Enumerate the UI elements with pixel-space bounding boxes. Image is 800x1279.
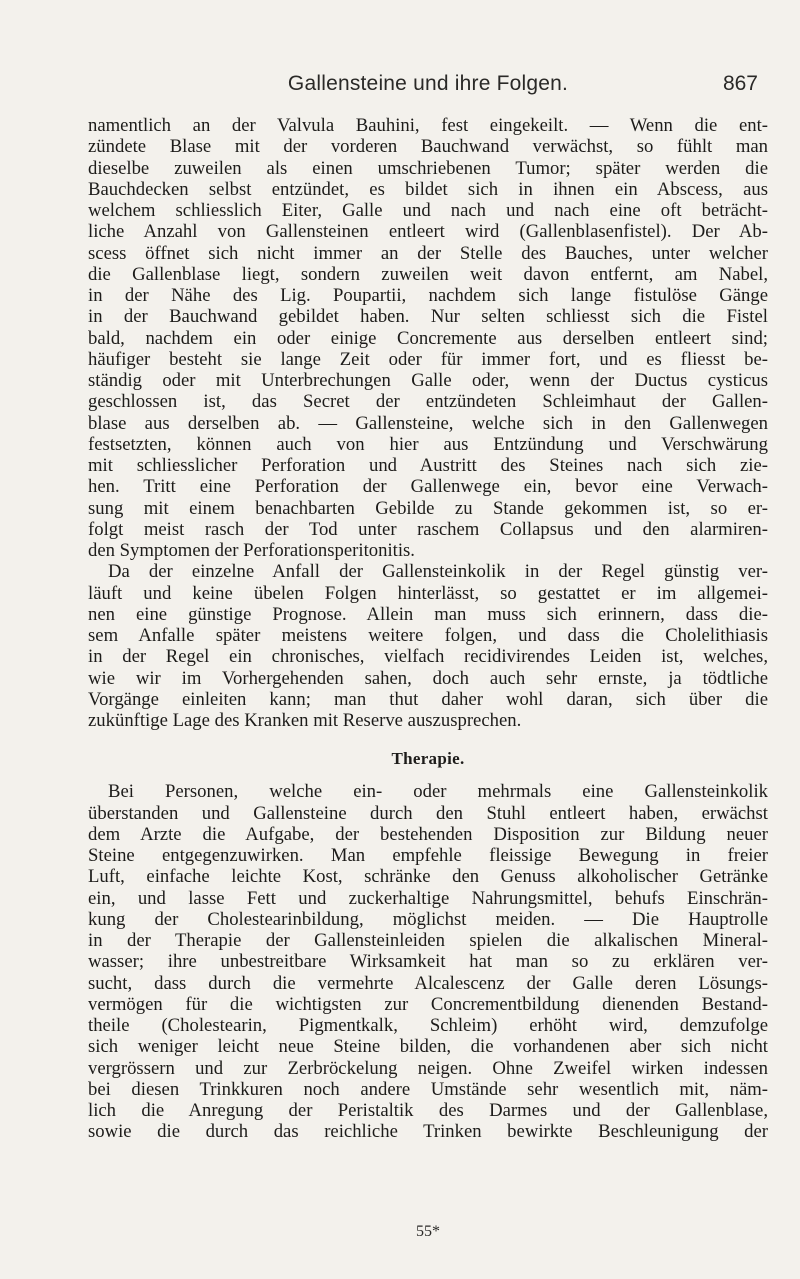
text-line: in der Regel ein chronisches, vielfach recidivirendes Leiden ist, welches, [88,646,768,668]
text-line: bei diesen Trinkkuren noch andere Umstände sehr wesentlich mit, näm- [88,1078,768,1100]
text-line: Vorgänge einleiten kann; man thut daher wohl daran, sich über die [88,688,768,710]
paragraph-prognosis [88,561,768,731]
section-heading: Therapie. [391,749,465,769]
text-line: geschlossen ist, das Secret der entzündeten Schleimhaut der Gallen- [88,391,768,413]
running-title: Gallensteine und ihre Folgen. [287,72,569,95]
text-line: bald, nachdem ein oder einige Concremente aus derselben entleert sind; [88,327,768,349]
text-line: in der Bauchwand gebildet haben. Nur selten schliesst sich die Fistel [88,306,768,328]
text-line: in der Therapie der Gallensteinleiden spielen die alkalischen Mineral- [88,930,768,951]
section-heading-wrap [88,741,768,777]
text-line: vermögen für die wichtigsten zur Concrementbildung dienenden Bestand- [88,993,768,1015]
text-line: ständig oder mit Unterbrechungen Galle oder, wenn der Ductus cysticus [88,370,768,391]
text-line: Steine entgegenzuwirken. Man empfehle fleissige Bewegung in freier [88,845,768,866]
text-line: sem Anfalle später meistens weitere folgen, und dass die Cholelithiasis [88,625,768,646]
text-line: liche Anzahl von Gallensteinen entleert wird (Gallenblasenfistel). Der Ab- [88,221,768,243]
text-line: vergrössern und zur Zerbröckelung neigen. Ohne Zweifel wirken indessen [88,1057,768,1079]
text-line: zukünftige Lage des Kranken mit Reserve auszusprechen. [88,710,522,731]
signature-mark: 55* [416,1223,440,1240]
text-line: dieselbe zuweilen als einen umschriebenen Tumor; später werden die [88,157,768,179]
text-line: folgt meist rasch der Tod unter raschem Collapsus und den alarmiren- [88,518,768,540]
text-line: die Gallenblase liegt, sondern zuweilen weit davon entfernt, am Nabel, [88,263,768,285]
text-line: welchem schliesslich Eiter, Galle und nach und nach eine oft beträcht- [88,200,768,221]
text-line: hen. Tritt eine Perforation der Gallenwege ein, bevor eine Verwach- [88,476,768,498]
paragraph-therapy [88,781,768,1142]
text-line: sucht, dass durch die vermehrte Alcalescenz der Galle deren Lösungs- [88,972,768,994]
text-line: den Symptomen der Perforationsperitonitis. [88,540,415,561]
text-line: lich die Anregung der Peristaltik des Darmes und der Gallenblase, [88,1100,768,1121]
text-line: dem Arzte die Aufgabe, der bestehenden Disposition zur Bildung neuer [88,823,768,845]
text-line: häufiger besteht sie lange Zeit oder für immer fort, und es fliesst be- [88,348,768,370]
text-line: in der Nähe des Lig. Poupartii, nachdem sich lange fistulöse Gänge [88,285,768,306]
text-line: blase aus derselben ab. — Gallensteine, welche sich in den Gallenwegen [88,412,768,434]
text-line: nen eine günstige Prognose. Allein man muss sich erinnern, dass die- [88,603,768,625]
text-line: theile (Cholestearin, Pigmentkalk, Schleim) erhöht wird, demzufolge [88,1015,768,1036]
text-line: kung der Cholestearinbildung, möglichst meiden. — Die Hauptrolle [88,908,768,930]
text-line: zündete Blase mit der vorderen Bauchwand verwächst, so fühlt man [88,136,768,158]
text-line: überstanden und Gallensteine durch den Stuhl entleert haben, erwächst [88,802,768,824]
text-line: Da der einzelne Anfall der Gallensteinkolik in der Regel günstig ver- [108,561,768,583]
text-line: namentlich an der Valvula Bauhini, fest eingekeilt. — Wenn die ent- [88,115,768,136]
text-line: festsetzten, können auch von hier aus Entzündung und Verschwärung [88,433,768,455]
text-line: Luft, einfache leichte Kost, schränke den Genuss alkoholischer Getränke [88,866,768,888]
text-line: sung mit einem benachbarten Gebilde zu Stande gekommen ist, so er- [88,497,768,519]
text-line: Bauchdecken selbst entzündet, es bildet sich in ihnen ein Abscess, aus [88,178,768,200]
page-number: 867 [722,72,758,95]
paragraph-complications [88,115,768,561]
text-line: scess öffnet sich nicht immer an der Stelle des Bauches, unter welcher [88,242,768,264]
text-line: ein, und lasse Fett und zuckerhaltige Nahrungsmittel, behufs Einschrän- [88,887,768,909]
text-line: Bei Personen, welche ein- oder mehrmals eine Gallensteinkolik [108,781,768,803]
text-line: mit schliesslicher Perforation und Austritt des Steines nach sich zie- [88,455,768,476]
text-line: läuft und keine übelen Folgen hinterlässt, so gestattet er im allgemei- [88,582,768,604]
text-line: wasser; ihre unbestreitbare Wirksamkeit hat man so zu erklären ver- [88,951,768,973]
text-line: sowie die durch das reichliche Trinken bewirkte Beschleunigung der [88,1121,768,1143]
text-line: sich weniger leicht neue Steine bilden, die vorhandenen aber sich nicht [88,1036,768,1058]
text-line: wie wir im Vorhergehenden sahen, doch auch sehr ernste, ja tödtliche [88,667,768,689]
running-head [88,72,768,102]
body-text [88,115,768,1143]
